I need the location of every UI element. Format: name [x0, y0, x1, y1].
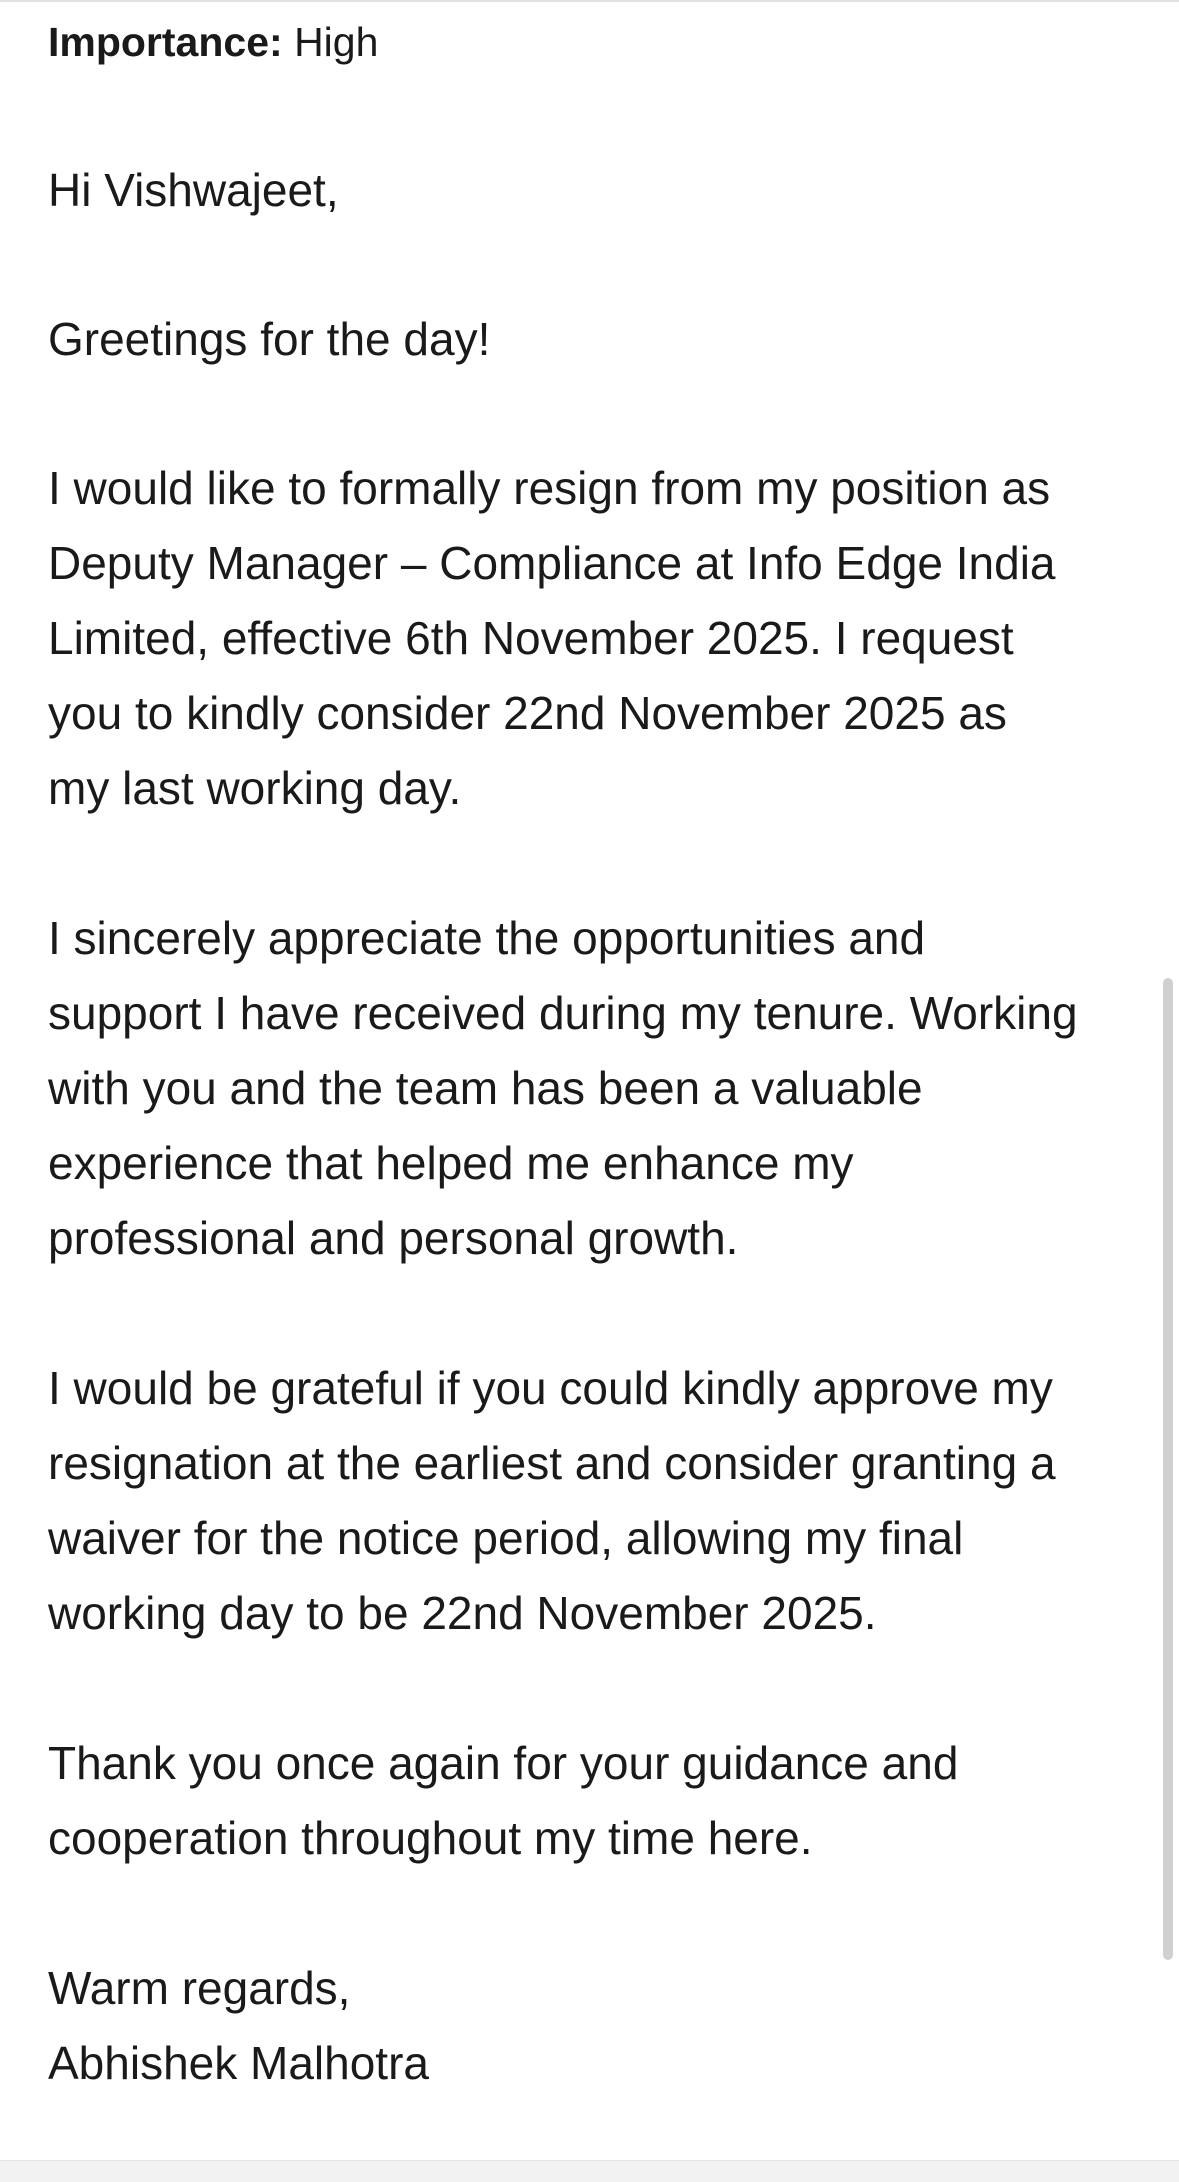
bottom-bar: [0, 2160, 1179, 2182]
paragraph-line: Thank you once again for your guidance and: [48, 1737, 959, 1789]
paragraph-line: my last working day.: [48, 762, 462, 814]
greeting-text: Hi Vishwajeet,: [48, 164, 339, 216]
email-paragraph-resignation: [48, 451, 1138, 826]
paragraph-line: I would be grateful if you could kindly approve my: [48, 1362, 1053, 1414]
paragraph-line: I sincerely appreciate the opportunities and: [48, 912, 926, 964]
importance-label: Importance:: [48, 19, 283, 65]
paragraph-line: professional and personal growth.: [48, 1212, 739, 1264]
paragraph-line: working day to be 22nd November 2025.: [48, 1587, 877, 1639]
paragraph-line: I would like to formally resign from my position as: [48, 462, 1051, 514]
paragraph-line: resignation at the earliest and consider granting a: [48, 1437, 1056, 1489]
scrollbar-thumb[interactable]: [1163, 978, 1173, 1960]
email-paragraph-appreciation: [48, 901, 1138, 1276]
paragraph-line: experience that helped me enhance my: [48, 1137, 854, 1189]
paragraph-line: with you and the team has been a valuable: [48, 1062, 923, 1114]
importance-value: High: [294, 19, 379, 65]
paragraph-line: waiver for the notice period, allowing my final: [48, 1512, 964, 1564]
top-divider: [0, 0, 1179, 2]
closing-text: Warm regards,: [48, 1962, 351, 2014]
email-paragraph-thanks: [48, 1726, 1138, 1876]
paragraph-line: Deputy Manager – Compliance at Info Edge India: [48, 537, 1056, 589]
paragraph-line: support I have received during my tenure. Working: [48, 987, 1078, 1039]
email-signoff: [48, 1951, 1138, 2101]
signature-text: Abhishek Malhotra: [48, 2037, 429, 2089]
email-opening: [48, 302, 1138, 377]
email-greeting: [48, 153, 1138, 228]
opening-text: Greetings for the day!: [48, 313, 491, 365]
paragraph-line: Limited, effective 6th November 2025. I request: [48, 612, 1014, 664]
paragraph-line: you to kindly consider 22nd November 2025 as: [48, 687, 1007, 739]
importance-field: [48, 14, 378, 70]
paragraph-line: cooperation throughout my time here.: [48, 1812, 813, 1864]
email-paragraph-request: [48, 1351, 1138, 1651]
